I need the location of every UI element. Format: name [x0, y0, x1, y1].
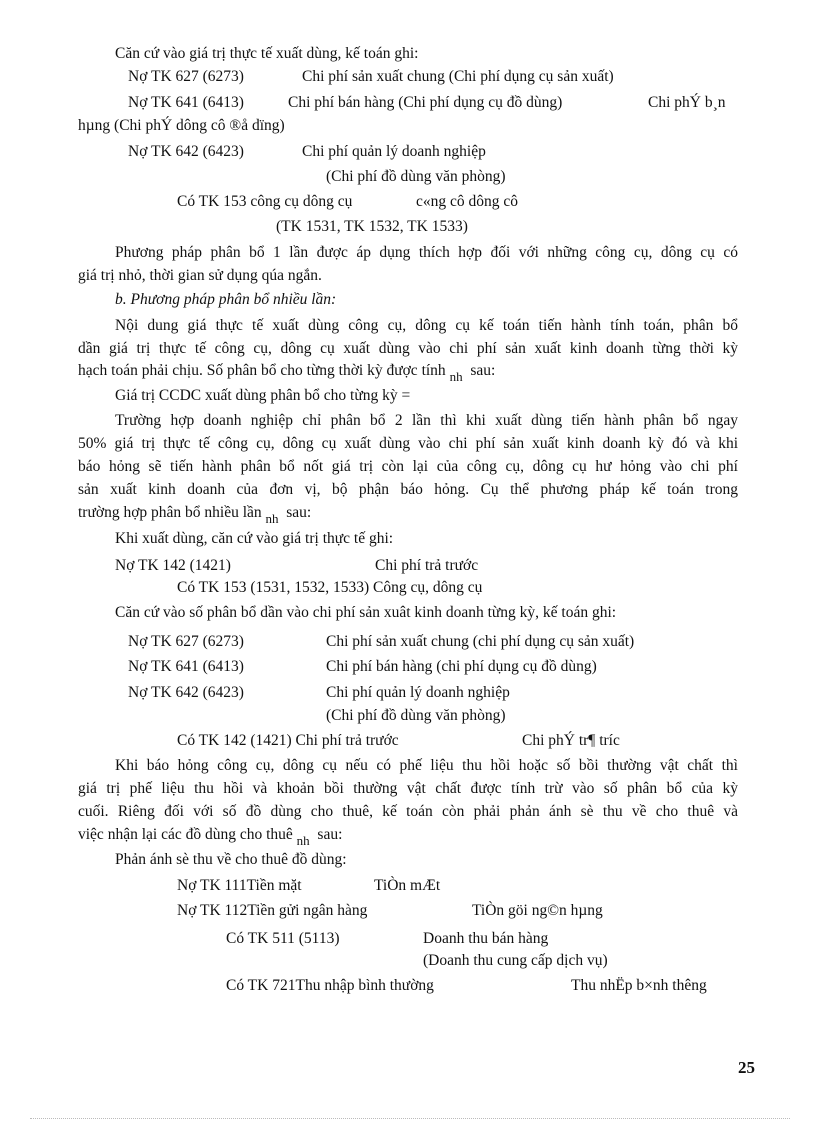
subscript-text: nh — [296, 833, 310, 848]
account-code: Nợ TK 111Tiền mặt — [177, 877, 302, 894]
paragraph-line: Khi báo hỏng công cụ, dông cụ nếu có phế liệu thu hồi hoặc số bồi thường vật chất thì — [115, 757, 738, 774]
paragraph-line: Phương pháp phân bổ 1 lần được áp dụng thích hợp đối với những công cụ, dông cụ có — [115, 244, 738, 261]
paragraph-text: trường hợp phân bổ nhiều lần — [78, 504, 262, 521]
account-code: Nợ TK 627 (6273) — [128, 68, 244, 85]
paragraph-line: cuối. Riêng đối với số đồ dùng cho thuê, kế toán còn phải phản ánh sè thu về cho thuê và — [78, 803, 738, 820]
account-code: Có TK 153 công cụ dông cụ — [177, 193, 353, 210]
account-list: (TK 1531, TK 1532, TK 1533) — [276, 218, 468, 235]
page-number: 25 — [738, 1058, 755, 1077]
account-description: (Doanh thu cung cấp dịch vụ) — [423, 952, 608, 969]
paragraph-text: hạch toán phải chịu. Số phân bổ cho từng thời kỳ được tính — [78, 362, 446, 379]
account-code: Nợ TK 642 (6423) — [128, 143, 244, 160]
account-description: Chi phí quản lý doanh nghiệp — [302, 143, 486, 160]
paragraph-text: việc nhận lại các đồ dùng cho thuê — [78, 826, 293, 843]
paragraph-line: báo hỏng sẽ tiến hành phân bổ nốt giá trị còn lại của công cụ, dông cụ hư hỏng vào chi phí — [78, 458, 738, 475]
paragraph-line: giá trị phế liệu thu hồi và khoản bồi thường vật chất được tính trừ vào số phân bổ của kỳ — [78, 780, 738, 797]
account-description: Chi phí trả trước — [375, 557, 479, 574]
garbled-text: Chi phÝ b¸n — [648, 94, 726, 111]
paragraph-text: sau: — [317, 826, 343, 843]
account-code: Có TK 153 (1531, 1532, 1533) Công cụ, dông cụ — [177, 579, 483, 596]
formula-line: Giá trị CCDC xuất dùng phân bổ cho từng kỳ = — [115, 387, 411, 404]
garbled-text: TiÒn mÆt — [374, 877, 441, 894]
paragraph-text: sau: — [286, 504, 312, 521]
paragraph-line — [78, 361, 496, 384]
paragraph-line: 50% giá trị thực tế công cụ, dông cụ xuất dùng vào chi phí sản xuất kinh doanh kỳ đó và khi — [78, 435, 738, 452]
paragraph-line: sản xuất kinh doanh của đơn vị, bộ phận báo hỏng. Cụ thể phương pháp kế toán trong — [78, 481, 738, 498]
account-code: Nợ TK 112Tiền gửi ngân hàng — [177, 902, 368, 919]
text-line: Căn cứ vào giá trị thực tế xuất dùng, kế toán ghi: — [115, 45, 419, 62]
account-description: Chi phí sản xuất chung (Chi phí dụng cụ sản xuất) — [302, 68, 614, 85]
account-code: Nợ TK 641 (6413) — [128, 658, 244, 675]
account-code: Nợ TK 642 (6423) — [128, 684, 244, 701]
garbled-text: Chi phÝ tr¶ tríc — [522, 732, 620, 749]
account-code: Có TK 511 (5113) — [226, 930, 340, 947]
garbled-text: hµng (Chi phÝ dông cô ®å dïng) — [78, 117, 285, 134]
account-code: Có TK 721Thu nhập bình thường — [226, 977, 434, 994]
text-line: Phản ánh sè thu về cho thuê đồ dùng: — [115, 851, 347, 868]
paragraph-line: Trường hợp doanh nghiệp chỉ phân bổ 2 lần thì khi xuất dùng tiến hành phân bổ ngay — [115, 412, 738, 429]
account-description: Chi phí sản xuất chung (chi phí dụng cụ sản xuất) — [326, 633, 635, 650]
account-code: Có TK 142 (1421) Chi phí trả trước — [177, 732, 399, 749]
paragraph-text: sau: — [470, 362, 496, 379]
account-code: Nợ TK 142 (1421) — [115, 557, 231, 574]
text-line: Căn cứ vào số phân bổ dần vào chi phí sản xuât kinh doanh từng kỳ, kế toán ghi: — [115, 604, 617, 621]
garbled-text: TiÒn göi ng©n hµng — [472, 902, 603, 919]
section-heading: b. Phương pháp phân bổ nhiều lần: — [115, 291, 337, 308]
account-description: (Chi phí đồ dùng văn phòng) — [326, 168, 506, 185]
paragraph-line: dần giá trị thực tế công cụ, dông cụ xuất dùng vào chi phí sản xuất kinh doanh từng thời kỳ — [78, 340, 738, 357]
account-description: Chi phí bán hàng (Chi phí dụng cụ đồ dùng) — [288, 94, 563, 111]
paragraph-line: Nội dung giá thực tế xuất dùng công cụ, dông cụ kế toán tiến hành tính toán, phân bổ — [115, 317, 738, 334]
subscript-text: nh — [449, 369, 463, 384]
garbled-text: Thu nhËp b×nh thêng — [571, 977, 707, 994]
page-divider — [30, 1118, 790, 1119]
paragraph-line — [78, 503, 312, 526]
subscript-text: nh — [265, 511, 279, 526]
paragraph-line: giá trị nhỏ, thời gian sử dụng qúa ngắn. — [78, 267, 322, 284]
paragraph-line — [78, 825, 343, 848]
garbled-text: c«ng cô dông cô — [416, 193, 519, 210]
text-line: Khi xuất dùng, căn cứ vào giá trị thực tế ghi: — [115, 530, 394, 547]
account-code: Nợ TK 627 (6273) — [128, 633, 244, 650]
account-description: (Chi phí đồ dùng văn phòng) — [326, 707, 506, 724]
account-description: Doanh thu bán hàng — [423, 930, 549, 947]
account-description: Chi phí bán hàng (chi phí dụng cụ đồ dùng) — [326, 658, 597, 675]
account-description: Chi phí quản lý doanh nghiệp — [326, 684, 510, 701]
account-code: Nợ TK 641 (6413) — [128, 94, 244, 111]
